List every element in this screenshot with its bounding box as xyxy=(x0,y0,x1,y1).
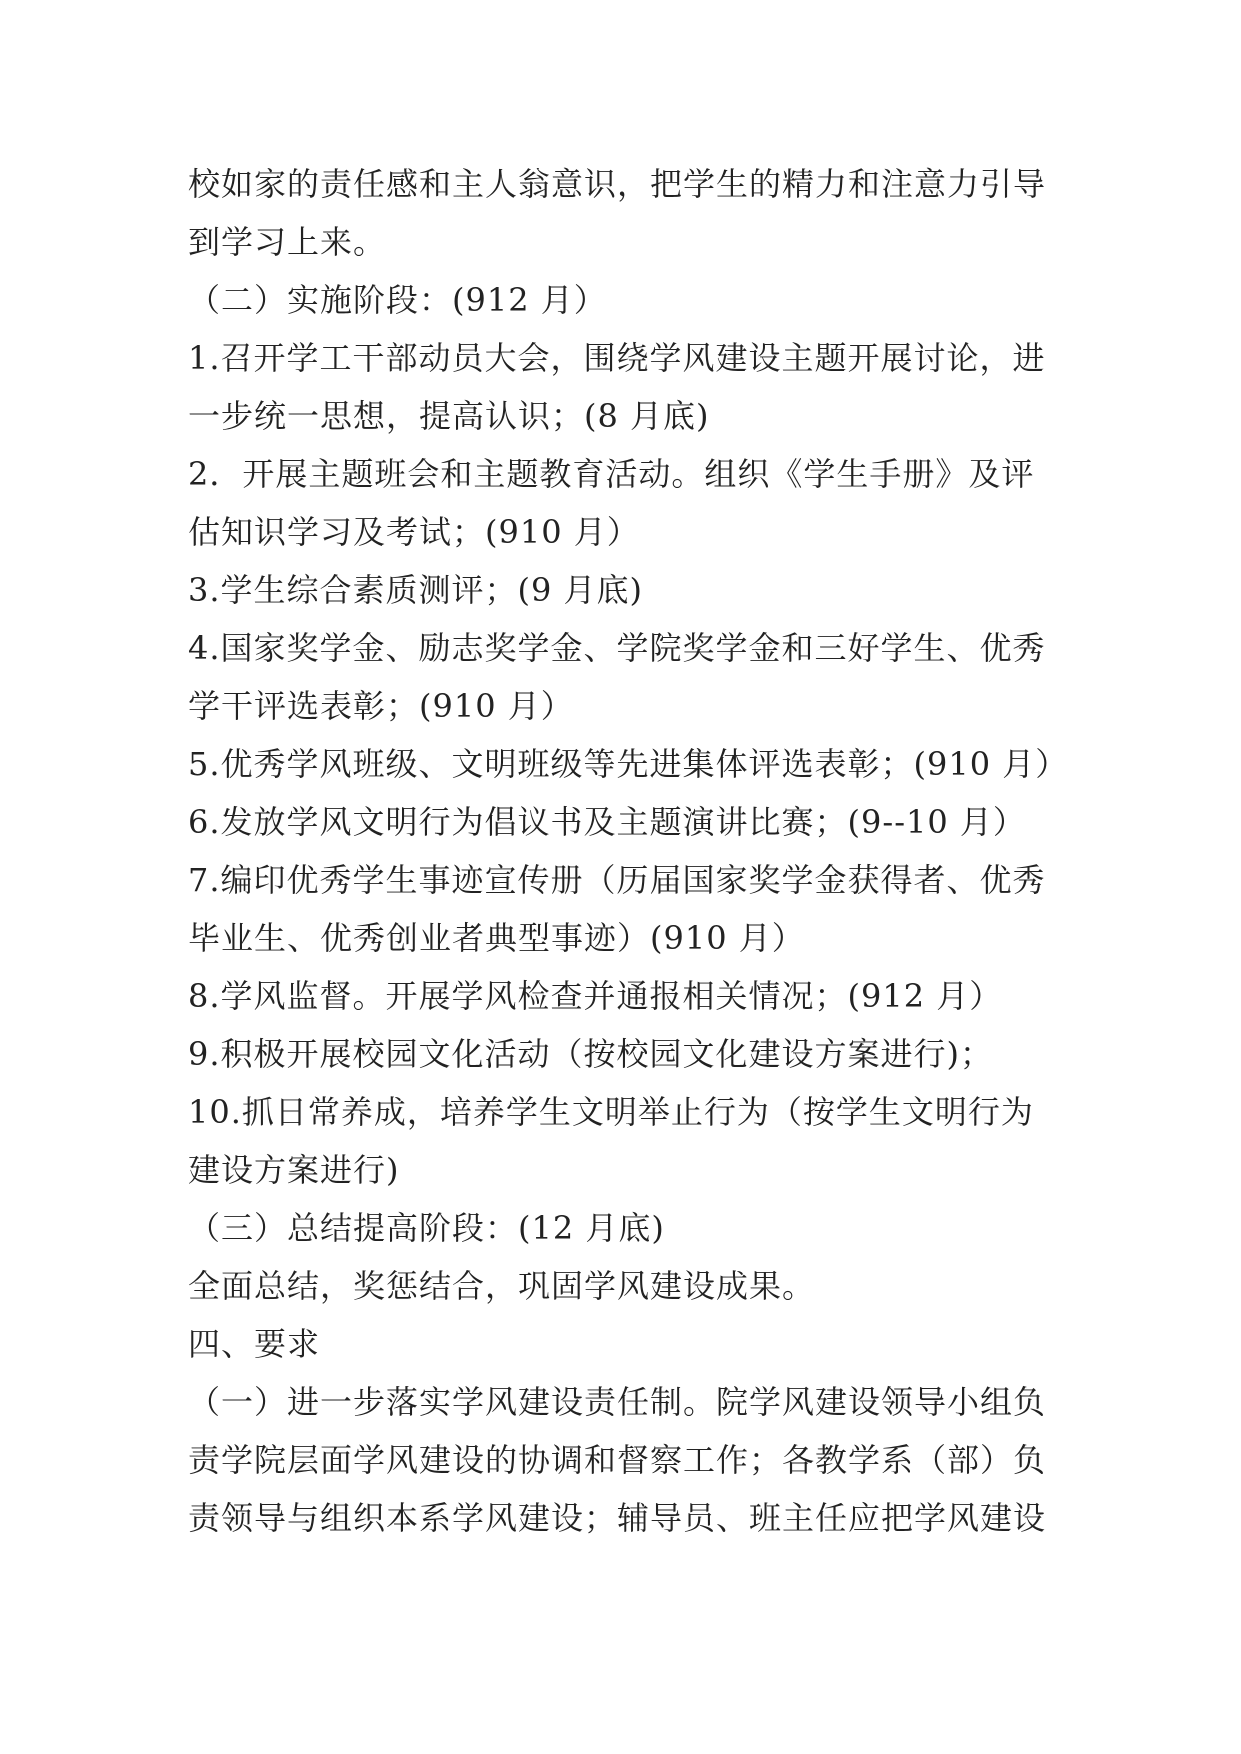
document-body xyxy=(188,155,1068,1547)
list-item: 3.学生综合素质测评；(9 月底) xyxy=(188,571,644,609)
list-item-continued: 学干评选表彰；(910 月） xyxy=(188,687,574,725)
section-heading: （二）实施阶段：(912 月） xyxy=(188,281,607,319)
chapter-heading: 四、要求 xyxy=(188,1325,321,1363)
section-heading: （三）总结提高阶段：(12 月底) xyxy=(188,1209,665,1247)
list-item-continued: 一步统一思想，提高认识；(8 月底) xyxy=(188,397,710,435)
list-item: 1.召开学工干部动员大会，围绕学风建设主题开展讨论，进 xyxy=(188,339,1046,377)
list-item: 7.编印优秀学生事迹宣传册（历届国家奖学金获得者、优秀 xyxy=(188,861,1046,899)
list-item: 5.优秀学风班级、文明班级等先进集体评选表彰；(910 月） xyxy=(188,745,1069,783)
paragraph-line: 责学院层面学风建设的协调和督察工作；各教学系（部）负 xyxy=(188,1441,1047,1479)
list-item: 2．开展主题班会和主题教育活动。组织《学生手册》及评 xyxy=(188,455,1035,493)
list-item: 6.发放学风文明行为倡议书及主题演讲比赛；(9--10 月） xyxy=(188,803,1026,841)
list-item: 8.学风监督。开展学风检查并通报相关情况；(912 月） xyxy=(188,977,1003,1015)
list-item-continued: 毕业生、优秀创业者典型事迹）(910 月） xyxy=(188,919,805,957)
paragraph-line: 责领导与组织本系学风建设；辅导员、班主任应把学风建设 xyxy=(188,1499,1047,1537)
paragraph-line: 校如家的责任感和主人翁意识，把学生的精力和注意力引导 xyxy=(188,165,1047,203)
list-item: 9.积极开展校园文化活动（按校园文化建设方案进行)； xyxy=(188,1035,994,1073)
list-item-continued: 建设方案进行) xyxy=(188,1151,400,1189)
list-item-continued: 估知识学习及考试；(910 月） xyxy=(188,513,640,551)
section-heading: （一）进一步落实学风建设责任制。院学风建设领导小组负 xyxy=(188,1383,1047,1421)
paragraph-line: 到学习上来。 xyxy=(188,223,387,261)
paragraph-line: 全面总结，奖惩结合，巩固学风建设成果。 xyxy=(188,1267,816,1305)
list-item: 4.国家奖学金、励志奖学金、学院奖学金和三好学生、优秀 xyxy=(188,629,1046,667)
list-item: 10.抓日常养成，培养学生文明举止行为（按学生文明行为 xyxy=(188,1093,1034,1131)
